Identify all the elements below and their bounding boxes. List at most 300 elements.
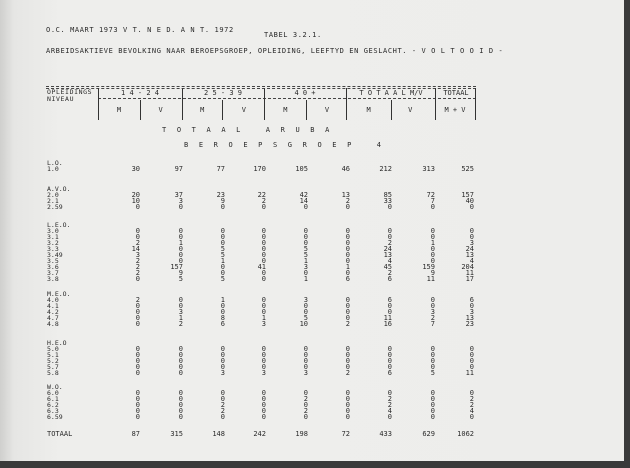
table-cell: 4: [469, 257, 474, 265]
table-cell: 41: [257, 263, 266, 271]
age-group-header: 4 0 +: [294, 89, 316, 97]
table-cell: 0: [345, 401, 350, 409]
table-cell: 5: [303, 314, 308, 322]
table-cell: 0: [345, 203, 350, 211]
table-cell: 3: [261, 320, 266, 328]
table-cell: 0: [387, 351, 392, 359]
table-cell: 0: [220, 269, 225, 277]
table-cell: 0: [220, 363, 225, 371]
table-cell: 157: [170, 263, 183, 271]
table-cell: 0: [387, 389, 392, 397]
table-cell: 3: [261, 369, 266, 377]
table-cell: 0: [261, 302, 266, 310]
table-cell: 0: [135, 302, 140, 310]
table-cell: 0: [261, 413, 266, 421]
table-cell: 8: [220, 314, 225, 322]
table-cell: 0: [135, 314, 140, 322]
table-cell: 46: [341, 165, 350, 173]
table-cell: 2: [303, 407, 308, 415]
table-cell: 0: [135, 407, 140, 415]
table-cell: 0: [469, 233, 474, 241]
table-cell: 10: [299, 320, 308, 328]
table-cell: 0: [261, 345, 266, 353]
table-cell: 525: [461, 165, 474, 173]
table-cell: 11: [465, 369, 474, 377]
table-cell: 0: [261, 395, 266, 403]
table-cell: 0: [469, 302, 474, 310]
total-cell: 1062: [457, 430, 474, 438]
divider: [264, 88, 265, 120]
table-cell: 0: [178, 251, 183, 259]
row-label: 6.3: [47, 407, 59, 415]
table-cell: 105: [295, 165, 308, 173]
table-cell: 0: [178, 413, 183, 421]
section-label: L.E.O.: [47, 221, 71, 229]
section-label: H.E.O: [47, 339, 67, 347]
table-cell: 2: [387, 269, 392, 277]
table-cell: 3: [220, 369, 225, 377]
table-cell: 3: [303, 263, 308, 271]
table-cell: 0: [387, 302, 392, 310]
total-cell: 315: [170, 430, 183, 438]
table-cell: 0: [178, 389, 183, 397]
table-cell: 30: [131, 165, 140, 173]
table-cell: 0: [135, 413, 140, 421]
table-cell: 6: [387, 296, 392, 304]
table-cell: 10: [131, 197, 140, 205]
sub-header-v: V: [324, 106, 330, 114]
row-label: 3.3: [47, 245, 59, 253]
table-cell: 3: [430, 308, 435, 316]
table-cell: 3: [178, 308, 183, 316]
table-cell: 2: [135, 239, 140, 247]
table-cell: 0: [261, 351, 266, 359]
total-mv-header: T O T A A L M/V: [359, 89, 423, 97]
table-cell: 0: [303, 302, 308, 310]
table-cell: 22: [257, 191, 266, 199]
table-cell: 0: [303, 401, 308, 409]
table-cell: 0: [345, 245, 350, 253]
table-cell: 2: [261, 197, 266, 205]
row-label: 1.0: [47, 165, 59, 173]
table-cell: 170: [253, 165, 266, 173]
table-cell: 0: [345, 389, 350, 397]
subtitle-region: T O T A A L A R U B A: [162, 126, 333, 134]
table-cell: 0: [135, 227, 140, 235]
row-label: 5.0: [47, 345, 59, 353]
table-cell: 20: [131, 191, 140, 199]
table-cell: 0: [135, 233, 140, 241]
table-cell: 7: [430, 197, 435, 205]
table-cell: 1: [345, 263, 350, 271]
table-cell: 0: [303, 239, 308, 247]
table-cell: 5: [303, 251, 308, 259]
section-label: A.V.O.: [47, 185, 71, 193]
table-cell: 0: [303, 389, 308, 397]
table-cell: 0: [220, 345, 225, 353]
table-cell: 9: [220, 197, 225, 205]
table-cell: 13: [383, 251, 392, 259]
table-cell: 0: [469, 389, 474, 397]
table-cell: 0: [178, 395, 183, 403]
table-cell: 2: [135, 269, 140, 277]
table-cell: 2: [345, 320, 350, 328]
table-cell: 2: [220, 407, 225, 415]
table-cell: 11: [426, 275, 435, 283]
table-cell: 0: [178, 345, 183, 353]
subtitle-group: B E R O E P S G R O E P 4: [184, 141, 385, 149]
row-label: 3.6: [47, 263, 59, 271]
table-cell: 0: [178, 257, 183, 265]
row-label: 3.5: [47, 257, 59, 265]
divider: [182, 88, 183, 120]
table-cell: 0: [345, 296, 350, 304]
total-cell: 242: [253, 430, 266, 438]
table-cell: 0: [345, 239, 350, 247]
table-cell: 2: [469, 395, 474, 403]
table-cell: 0: [220, 203, 225, 211]
table-cell: 0: [220, 263, 225, 271]
table-cell: 6: [387, 369, 392, 377]
table-cell: 0: [178, 227, 183, 235]
table-cell: 0: [261, 275, 266, 283]
total-label: TOTAAL: [47, 430, 73, 438]
divider: [346, 88, 347, 120]
table-cell: 0: [345, 413, 350, 421]
table-cell: 23: [216, 191, 225, 199]
table-cell: 0: [135, 320, 140, 328]
table-cell: 0: [261, 233, 266, 241]
table-cell: 2: [469, 401, 474, 409]
sub-header-m: M + V: [444, 106, 466, 114]
table-cell: 0: [135, 363, 140, 371]
table-cell: 24: [465, 245, 474, 253]
table-cell: 2: [345, 369, 350, 377]
table-cell: 0: [261, 227, 266, 235]
table-cell: 0: [303, 227, 308, 235]
table-cell: 6: [345, 275, 350, 283]
table-cell: 0: [387, 357, 392, 365]
header-line: O.C. MAART 1973 V T. N E D. A N T. 1972: [46, 26, 234, 34]
row-label: 3.7: [47, 269, 59, 277]
table-cell: 16: [383, 320, 392, 328]
row-label: 3.1: [47, 233, 59, 241]
row-label: 5.1: [47, 351, 59, 359]
table-cell: 0: [345, 308, 350, 316]
table-cell: 0: [345, 357, 350, 365]
table-cell: 2: [387, 395, 392, 403]
table-cell: 0: [345, 251, 350, 259]
table-cell: 0: [178, 296, 183, 304]
table-cell: 3: [135, 251, 140, 259]
table-cell: 0: [261, 389, 266, 397]
table-cell: 42: [299, 191, 308, 199]
table-cell: 0: [261, 363, 266, 371]
table-cell: 0: [469, 227, 474, 235]
table-cell: 97: [174, 165, 183, 173]
table-cell: 0: [135, 389, 140, 397]
table-cell: 0: [261, 203, 266, 211]
table-cell: 0: [261, 357, 266, 365]
table-cell: 3: [303, 369, 308, 377]
total-cell: 629: [422, 430, 435, 438]
table-cell: 0: [220, 389, 225, 397]
table-cell: 1: [303, 257, 308, 265]
total-cell: 87: [131, 430, 140, 438]
table-cell: 0: [345, 314, 350, 322]
table-cell: 0: [220, 413, 225, 421]
table-cell: 0: [178, 407, 183, 415]
row-label: 2.1: [47, 197, 59, 205]
sub-header-v: V: [408, 106, 413, 114]
row-label: 4.1: [47, 302, 59, 310]
table-cell: 85: [383, 191, 392, 199]
sub-header-m: M: [200, 106, 205, 114]
section-label: L.O.: [47, 159, 63, 167]
table-cell: 0: [430, 227, 435, 235]
table-cell: 0: [261, 257, 266, 265]
table-cell: 0: [387, 233, 392, 241]
sub-header-v: V: [158, 106, 163, 114]
table-cell: 0: [135, 369, 140, 377]
table-cell: 157: [461, 191, 474, 199]
table-cell: 72: [426, 191, 435, 199]
table-cell: 2: [135, 263, 140, 271]
table-cell: 0: [220, 308, 225, 316]
table-cell: 1: [178, 314, 183, 322]
table-cell: 313: [422, 165, 435, 173]
table-cell: 0: [303, 351, 308, 359]
table-cell: 0: [261, 269, 266, 277]
row-label: 5.8: [47, 369, 59, 377]
table-cell: 0: [220, 302, 225, 310]
table-cell: 0: [135, 275, 140, 283]
table-cell: 2: [178, 320, 183, 328]
table-cell: 0: [303, 308, 308, 316]
divider: [98, 98, 476, 99]
row-label: 6.0: [47, 389, 59, 397]
table-cell: 0: [178, 351, 183, 359]
divider: [98, 88, 99, 120]
table-cell: 0: [303, 203, 308, 211]
table-cell: 0: [178, 245, 183, 253]
table-cell: 0: [303, 357, 308, 365]
table-cell: 17: [465, 275, 474, 283]
table-cell: 0: [469, 345, 474, 353]
table-cell: 4: [387, 257, 392, 265]
table-title: ARBEIDSAKTIEVE BEVOLKING NAAR BEROEPSGROEP, OPLEIDING, LEEFTYD EN GESLACHT. - V O L T O O I D -: [46, 47, 504, 55]
table-cell: 0: [303, 233, 308, 241]
sub-header-m: M: [366, 106, 371, 114]
table-cell: 5: [303, 245, 308, 253]
table-cell: 5: [178, 275, 183, 283]
table-cell: 0: [135, 203, 140, 211]
table-cell: 0: [135, 345, 140, 353]
sub-header-m: M: [283, 106, 288, 114]
table-cell: 0: [345, 407, 350, 415]
table-cell: 0: [430, 401, 435, 409]
total-cell: 148: [212, 430, 225, 438]
row-label: 6.1: [47, 395, 59, 403]
table-cell: 0: [430, 257, 435, 265]
total-cell: 198: [295, 430, 308, 438]
table-cell: 2: [220, 401, 225, 409]
table-cell: 9: [178, 269, 183, 277]
table-cell: 0: [345, 257, 350, 265]
section-label: M.E.O.: [47, 290, 71, 298]
table-cell: 7: [430, 320, 435, 328]
table-cell: 11: [465, 269, 474, 277]
table-cell: 0: [220, 395, 225, 403]
table-cell: 0: [430, 395, 435, 403]
table-cell: 3: [469, 308, 474, 316]
total-header: TOTAAL: [443, 89, 469, 97]
table-cell: 0: [387, 345, 392, 353]
age-group-header: 1 4 - 2 4: [121, 89, 159, 97]
row-label: 3.0: [47, 227, 59, 235]
table-cell: 1: [303, 275, 308, 283]
table-cell: 3: [469, 239, 474, 247]
table-cell: 0: [430, 357, 435, 365]
table-cell: 0: [178, 233, 183, 241]
table-cell: 0: [135, 351, 140, 359]
table-cell: 2: [303, 395, 308, 403]
table-cell: 204: [461, 263, 474, 271]
table-cell: 45: [383, 263, 392, 271]
table-cell: 0: [430, 389, 435, 397]
table-cell: 4: [387, 407, 392, 415]
table-header: [46, 86, 476, 122]
table-cell: 0: [220, 233, 225, 241]
table-cell: 0: [303, 413, 308, 421]
table-cell: 2: [387, 401, 392, 409]
section-label: W.O.: [47, 383, 63, 391]
table-cell: 9: [430, 269, 435, 277]
table-cell: 0: [220, 357, 225, 365]
table-cell: 0: [345, 269, 350, 277]
table-cell: 0: [345, 233, 350, 241]
table-cell: 0: [387, 413, 392, 421]
table-cell: 13: [465, 314, 474, 322]
table-cell: 212: [379, 165, 392, 173]
table-cell: 11: [383, 314, 392, 322]
table-cell: 0: [178, 302, 183, 310]
row-label: 4.7: [47, 314, 59, 322]
table-cell: 0: [430, 407, 435, 415]
table-cell: 0: [430, 245, 435, 253]
table-cell: 0: [303, 269, 308, 277]
table-cell: 77: [216, 165, 225, 173]
row-label: 3.49: [47, 251, 63, 259]
table-cell: 2: [135, 296, 140, 304]
table-cell: 37: [174, 191, 183, 199]
row-label: 2.59: [47, 203, 63, 211]
row-label: 5.2: [47, 357, 59, 365]
table-cell: 0: [261, 245, 266, 253]
table-cell: 0: [220, 351, 225, 359]
total-cell: 72: [341, 430, 350, 438]
table-cell: 0: [387, 308, 392, 316]
table-cell: 2: [135, 257, 140, 265]
row-label: 3.2: [47, 239, 59, 247]
table-cell: 2: [387, 239, 392, 247]
table-cell: 0: [345, 351, 350, 359]
table-cell: 0: [261, 296, 266, 304]
table-cell: 0: [345, 395, 350, 403]
table-cell: 2: [430, 314, 435, 322]
age-group-header: 2 5 - 3 9: [204, 89, 242, 97]
table-cell: 0: [430, 203, 435, 211]
table-cell: 0: [178, 401, 183, 409]
row-label: 4.0: [47, 296, 59, 304]
row-label: 6.2: [47, 401, 59, 409]
table-cell: 24: [383, 245, 392, 253]
table-cell: 0: [430, 363, 435, 371]
table-cell: 0: [430, 296, 435, 304]
table-cell: 13: [465, 251, 474, 259]
table-cell: 0: [469, 363, 474, 371]
table-cell: 3: [303, 296, 308, 304]
table-cell: 6: [387, 275, 392, 283]
table-cell: 0: [345, 345, 350, 353]
table-cell: 0: [261, 308, 266, 316]
table-cell: 0: [430, 351, 435, 359]
table-cell: 0: [178, 369, 183, 377]
table-cell: 0: [387, 363, 392, 371]
row-label: 6.59: [47, 413, 63, 421]
table-cell: 33: [383, 197, 392, 205]
table-cell: 1: [430, 239, 435, 247]
table-cell: 0: [303, 345, 308, 353]
table-cell: 0: [469, 203, 474, 211]
table-cell: 23: [465, 320, 474, 328]
table-cell: 0: [303, 363, 308, 371]
table-cell: 0: [220, 239, 225, 247]
table-cell: 14: [131, 245, 140, 253]
table-cell: 0: [430, 233, 435, 241]
table-cell: 2: [345, 197, 350, 205]
table-cell: 0: [430, 302, 435, 310]
table-number: TABEL 3.2.1.: [264, 31, 322, 39]
table-cell: 0: [261, 401, 266, 409]
table-cell: 40: [465, 197, 474, 205]
table-cell: 6: [469, 296, 474, 304]
table-cell: 5: [220, 251, 225, 259]
total-cell: 433: [379, 430, 392, 438]
table-cell: 6: [220, 320, 225, 328]
table-cell: 0: [220, 227, 225, 235]
table-cell: 0: [430, 251, 435, 259]
table-cell: 3: [178, 197, 183, 205]
row-label: 3.8: [47, 275, 59, 283]
sub-header-m: M: [116, 106, 122, 114]
table-cell: 0: [345, 302, 350, 310]
row-label: 5.7: [47, 363, 59, 371]
table-cell: 0: [261, 239, 266, 247]
table-cell: 0: [430, 413, 435, 421]
table-cell: 1: [220, 296, 225, 304]
row-label: 4.2: [47, 308, 59, 316]
table-cell: 1: [261, 314, 266, 322]
table-cell: 0: [345, 363, 350, 371]
table-cell: 0: [135, 401, 140, 409]
table-cell: 0: [178, 357, 183, 365]
row-label: 2.0: [47, 191, 59, 199]
table-cell: 0: [135, 308, 140, 316]
table-cell: 4: [469, 407, 474, 415]
table-cell: 5: [220, 245, 225, 253]
table-cell: 13: [341, 191, 350, 199]
